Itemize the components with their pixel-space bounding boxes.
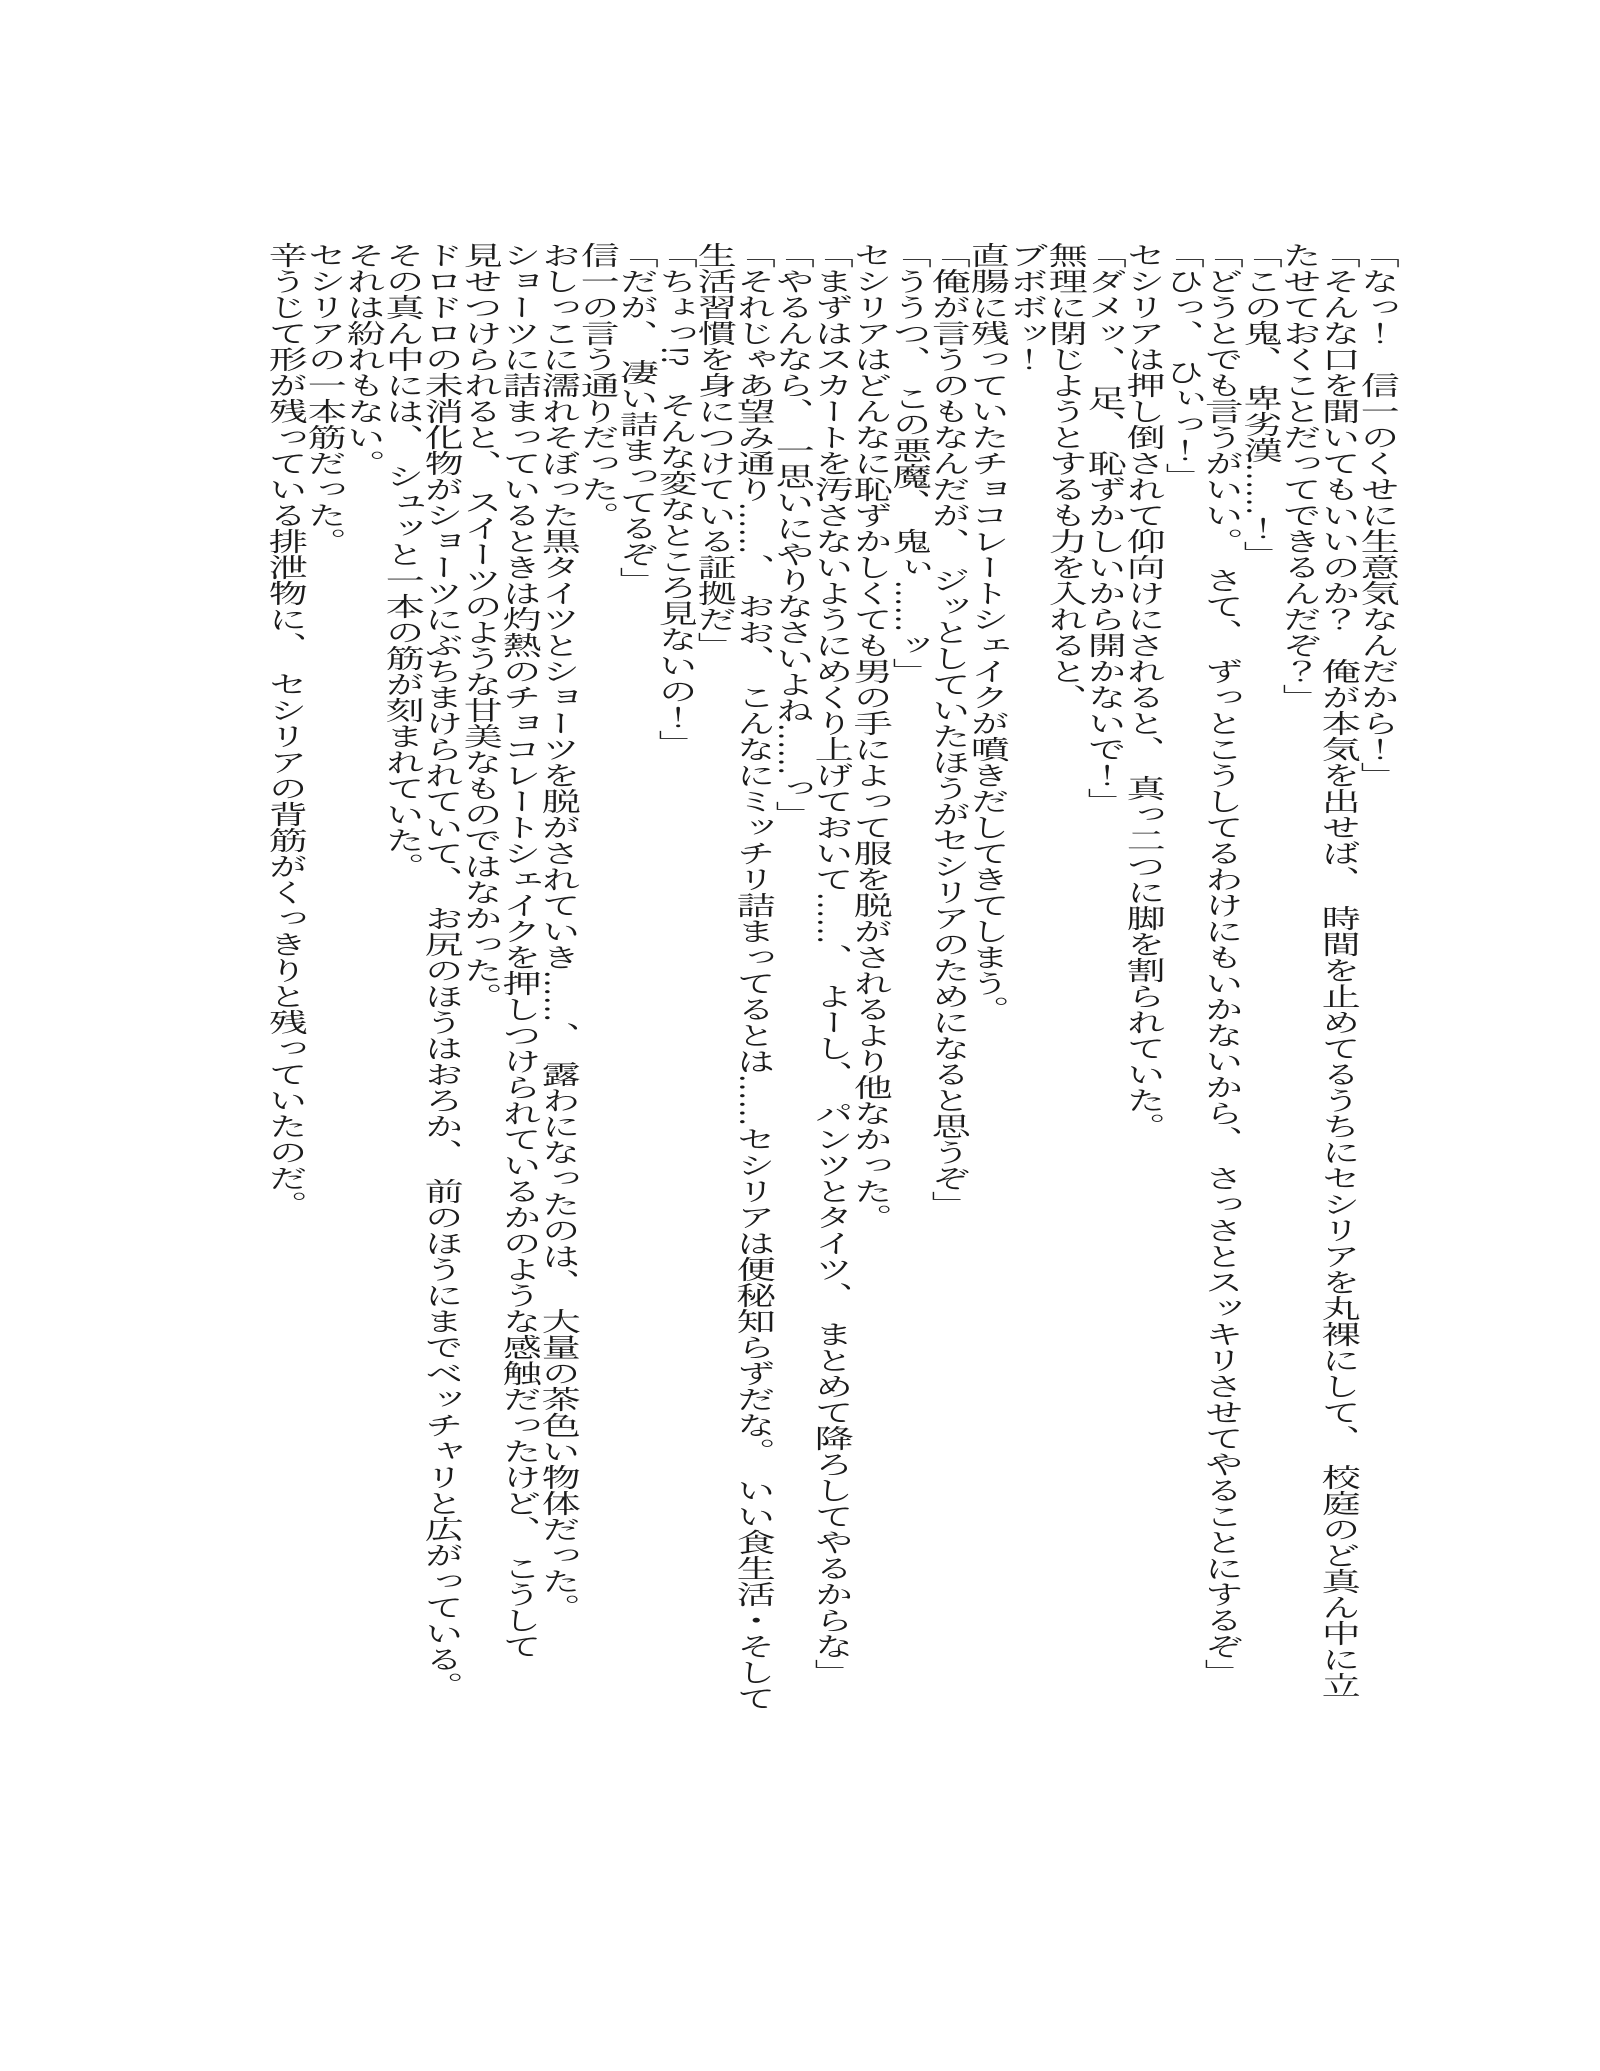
text-line: 「どうとでも言うがいい。 さて、 ずっとこうしてるわけにもいかないから、 さっさとスッキリさせてやることにするぞ」: [1199, 242, 1243, 1685]
vertical-text-block: [263, 242, 1399, 1711]
text-line: たせておくことだってできるんだぞ？」: [1277, 242, 1321, 710]
text-line: 「そんな口を聞いてもいいのか？ 俺が本気を出せば、 時間を止めてるうちにセシリアを丸裸にして、 校庭のど真ん中に立: [1316, 242, 1360, 1698]
text-line: 「まずはスカートを汚さないようにめくり上げておいて……、 よーし、 パンツとタイツ、 まとめて降ろしてやるからな」: [809, 242, 853, 1685]
text-line: ショーツに詰まっているときは灼熱のチョコレートシェイクを押しつけられているかのような感触だったけど、 こうして: [497, 242, 541, 1659]
text-line: 見せつけられると、 スイーツのような甘美なものではなかった。: [458, 242, 502, 1009]
text-line: 「ううつ、 この悪魔、 鬼ぃ……ッ」: [887, 242, 931, 684]
text-line: それは紛れもない。: [341, 242, 385, 476]
text-line: 「ひっ、 ひぃっ！」: [1160, 242, 1204, 489]
text-line: 信一の言う通りだった。: [575, 242, 619, 528]
text-line: おしっこに濡れそぼった黒タイツとショーツを脱がされていき……、 露わになったのは、 大量の茶色い物体だった。: [536, 242, 580, 1620]
text-line: その真ん中には、 シュッと一本の筋が刻まれていた。: [380, 242, 424, 879]
text-line: 辛うじて形が残っている排泄物に、 セシリアの背筋がくっきりと残っていたのだ。: [263, 242, 307, 1217]
text-line: ドロドロの未消化物がショーツにぶちまけられていて、 お尻のほうはおろか、 前のほうにまでベッチャリと広がっている。: [419, 242, 463, 1698]
text-line: 「この鬼、 卑劣漢……！」: [1238, 242, 1282, 567]
text-line: 直腸に残っていたチョコレートシェイクが噴きだしてきてしまう。: [965, 242, 1009, 1022]
text-line: セシリアは押し倒されて仰向けにされると、 真っ二つに脚を割られていた。: [1121, 242, 1165, 1139]
text-line: セシリアはどんなに恥ずかしくても男の手によって服を脱がされるより他なかった。: [848, 242, 892, 1230]
text-line: 「ダメッ、 足、 恥ずかしいから開かないで！」: [1082, 242, 1126, 814]
text-line: セシリアの一本筋だった。: [302, 242, 346, 554]
text-line: 「なっ！ 信一のくせに生意気なんだから！」: [1355, 242, 1399, 788]
text-line: 生活習慣を身につけている証拠だ」: [692, 242, 736, 658]
text-line: ブボボッ！: [1004, 242, 1048, 372]
text-line: 「ちょっ!? そんな変なところ見ないの！」: [653, 242, 697, 757]
text-line: 無理に閉じようとするも力を入れると、: [1043, 242, 1087, 710]
text-line: 「俺が言うのもなんだが、 ジッとしていたほうがセシリアのためになると思うぞ」: [926, 242, 970, 1217]
text-line: 「やるんなら、 一思いにやりなさいよね……っ」: [770, 242, 814, 827]
text-line: 「それじゃあ望み通り……、 おお、 こんなにミッチリ詰まってるとは……セシリアは便秘知らずだな。 いい食生活・そして: [731, 242, 775, 1711]
text-line: 「だが、 凄い詰まってるぞ」: [614, 242, 658, 593]
